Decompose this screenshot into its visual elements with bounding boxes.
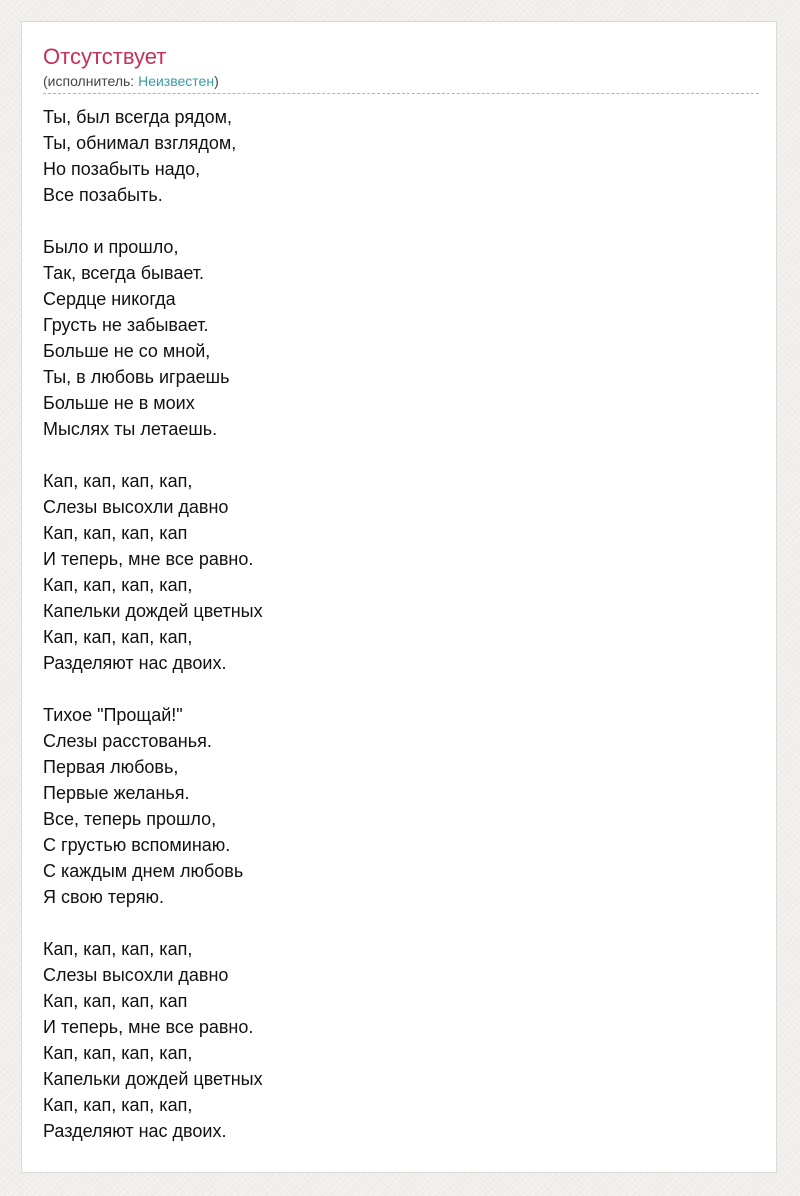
lyric-line: Слезы высохли давно: [43, 965, 229, 985]
lyrics-stanza: [43, 936, 759, 1144]
artist-prefix: (исполнитель:: [43, 73, 139, 89]
lyric-line: И теперь, мне все равно.: [43, 1017, 254, 1037]
lyric-line: Кап, кап, кап, кап,: [43, 1043, 193, 1063]
lyrics-stanza: [43, 702, 759, 910]
lyric-line: Ты, обнимал взглядом,: [43, 133, 237, 153]
lyric-line: Кап, кап, кап, кап,: [43, 471, 193, 491]
lyric-line: Кап, кап, кап, кап,: [43, 939, 193, 959]
lyric-line: С каждым днем любовь: [43, 861, 244, 881]
lyric-line: Все, теперь прошло,: [43, 809, 217, 829]
lyric-line: Капельки дождей цветных: [43, 601, 263, 621]
lyric-line: Больше не в моих: [43, 393, 195, 413]
lyrics-card: [21, 21, 777, 1173]
lyric-line: Грусть не забывает.: [43, 315, 209, 335]
artist-link[interactable]: Неизвестен: [138, 73, 215, 89]
lyric-line: Разделяют нас двоих.: [43, 1121, 227, 1141]
lyric-line: И теперь, мне все равно.: [43, 549, 254, 569]
song-header: [43, 43, 759, 94]
artist-suffix: ): [214, 73, 219, 89]
lyric-line: Слезы расстованья.: [43, 731, 212, 751]
lyric-line: Сердце никогда: [43, 289, 176, 309]
lyrics-stanza: [43, 104, 759, 208]
lyrics-body: [43, 104, 759, 1170]
lyric-line: Я свою теряю.: [43, 887, 164, 907]
lyrics-stanza: [43, 234, 759, 442]
lyric-line: Все позабыть.: [43, 185, 163, 205]
lyric-line: Было и прошло,: [43, 237, 179, 257]
lyric-line: Ты, в любовь играешь: [43, 367, 230, 387]
lyric-line: Первая любовь,: [43, 757, 179, 777]
lyric-line: Первые желанья.: [43, 783, 190, 803]
lyric-line: Мыслях ты летаешь.: [43, 419, 218, 439]
lyric-line: Кап, кап, кап, кап: [43, 991, 188, 1011]
lyric-line: Кап, кап, кап, кап,: [43, 1095, 193, 1115]
lyric-line: Ты, был всегда рядом,: [43, 107, 232, 127]
lyric-line: Кап, кап, кап, кап,: [43, 627, 193, 647]
artist-line: [43, 71, 759, 91]
lyric-line: Но позабыть надо,: [43, 159, 201, 179]
song-title: Отсутствует: [43, 44, 167, 69]
lyric-line: Больше не со мной,: [43, 341, 211, 361]
lyric-line: Слезы высохли давно: [43, 497, 229, 517]
lyrics-stanza: [43, 468, 759, 676]
lyric-line: Тихое "Прощай!": [43, 705, 183, 725]
lyric-line: Кап, кап, кап, кап,: [43, 575, 193, 595]
lyric-line: С грустью вспоминаю.: [43, 835, 231, 855]
lyric-line: Так, всегда бывает.: [43, 263, 204, 283]
lyric-line: Разделяют нас двоих.: [43, 653, 227, 673]
lyric-line: Капельки дождей цветных: [43, 1069, 263, 1089]
lyric-line: Кап, кап, кап, кап: [43, 523, 188, 543]
